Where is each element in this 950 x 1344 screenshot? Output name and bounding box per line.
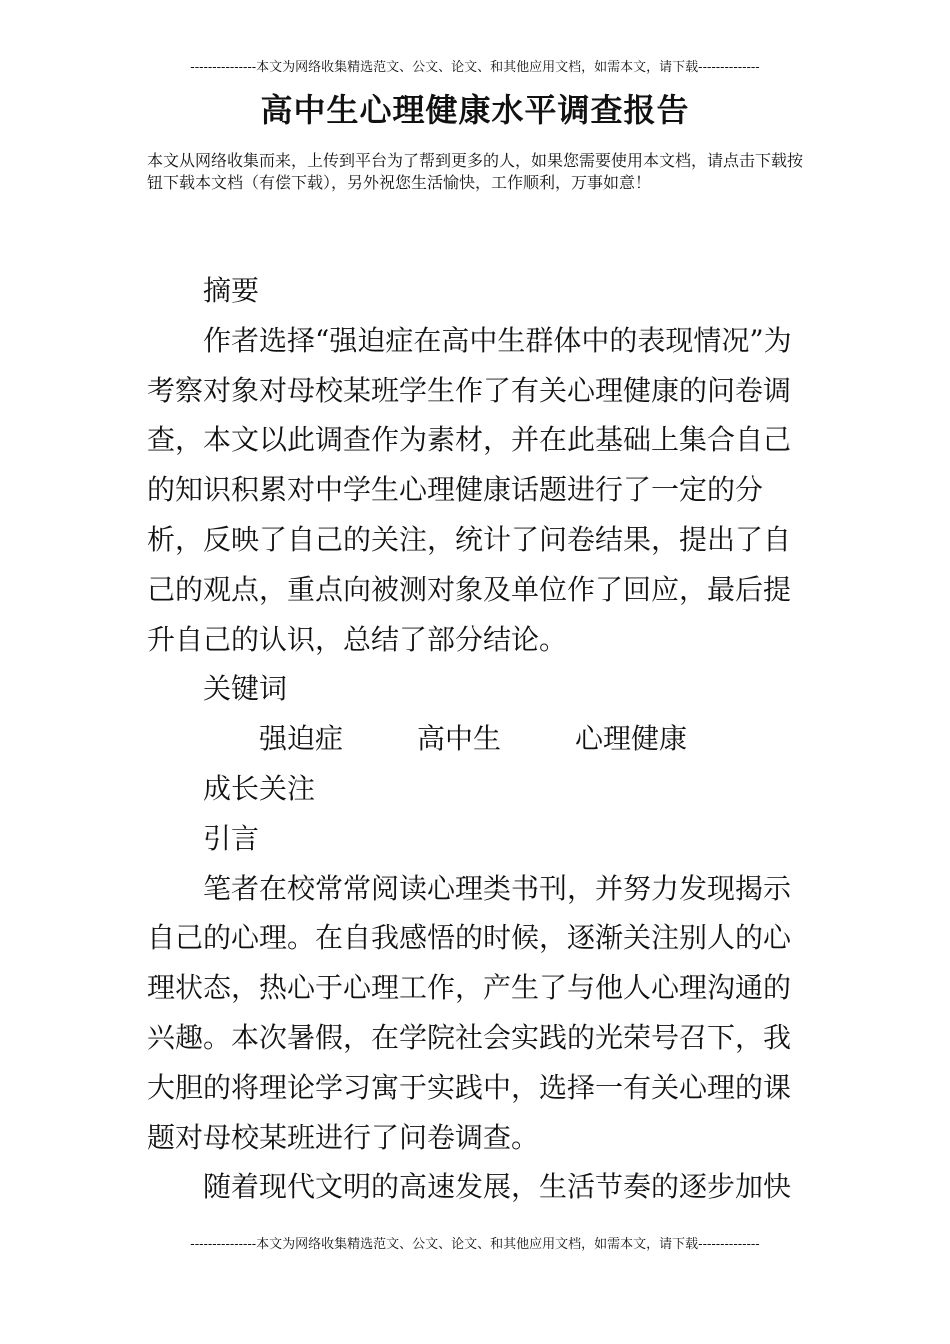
keyword: 高中生 bbox=[417, 722, 502, 756]
body-paragraph: 笔者在校常常阅读心理类书刊，并努力发现揭示自己的心理。在自我感悟的时候，逐渐关注别人的心理状态，热心于心理工作，产生了与他人心理沟通的兴趣。本次暑假，在学院社会实践的光荣号召下，我大胆的将理论学习寓于实践中，选择一有关心理的课题对母校某班进行了问卷调查。 bbox=[147, 871, 792, 1154]
keywords-line bbox=[147, 714, 809, 814]
intro-notice: 本文从网络收集而来，上传到平台为了帮到更多的人，如果您需要使用本文档，请点击下载按钮下载本文档（有偿下载），另外祝您生活愉快，工作顺利，万事如意！ bbox=[147, 151, 804, 192]
document-body bbox=[147, 266, 809, 1212]
page-title: 高中生心理健康水平调查报告 bbox=[260, 91, 690, 129]
introduction-heading: 引言 bbox=[203, 821, 260, 855]
keywords-heading: 关键词 bbox=[203, 672, 288, 706]
abstract-heading: 摘要 bbox=[203, 274, 260, 307]
keyword: 心理健康 bbox=[575, 722, 688, 756]
abstract-paragraph: 作者选择“强迫症在高中生群体中的表现情况”为考察对象对母校某班学生作了有关心理健康的问卷调查，本文以此调查作为素材，并在此基础上集合自己的知识积累对中学生心理健康话题进行了一定的分析，反映了自己的关注，统计了问卷结果，提出了自己的观点，重点向被测对象及单位作了回应，最后提升自己的认识，总结了部分结论。 bbox=[147, 323, 792, 656]
keyword: 成长关注 bbox=[203, 771, 316, 805]
header-banner: ---------------本文为网络收集精选范文、公文、论文、和其他应用文档，如需本文，请下载-------------- bbox=[190, 60, 760, 75]
footer-banner: ---------------本文为网络收集精选范文、公文、论文、和其他应用文档，如需本文，请下载-------------- bbox=[190, 1237, 760, 1252]
keyword: 强迫症 bbox=[259, 722, 344, 756]
body-paragraph: 随着现代文明的高速发展，生活节奏的逐步加快 bbox=[203, 1170, 792, 1204]
